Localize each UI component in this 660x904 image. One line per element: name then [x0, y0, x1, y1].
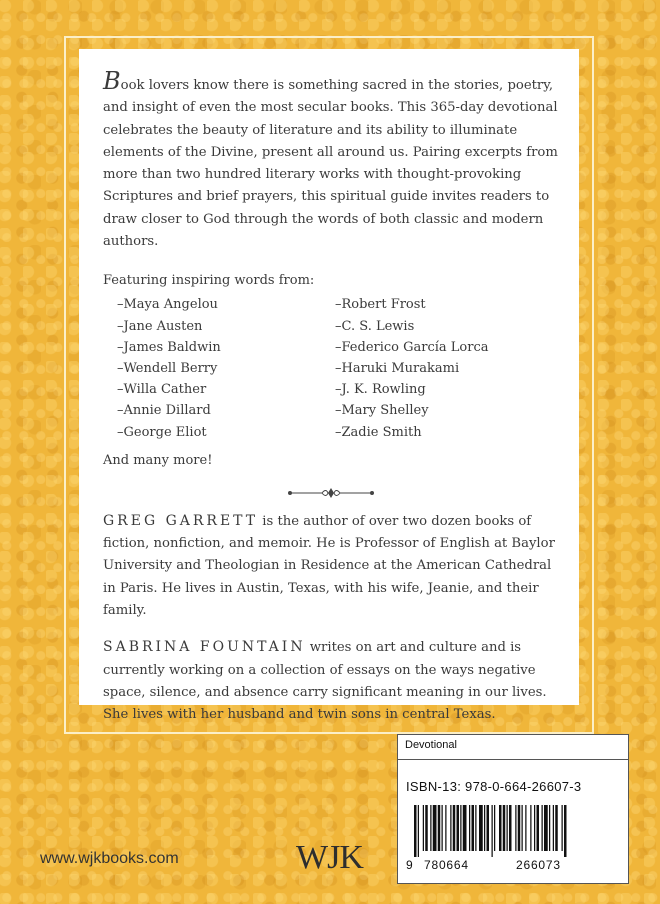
barcode-bar [487, 805, 490, 851]
barcode-box [397, 734, 629, 884]
barcode-bar [423, 805, 424, 851]
barcode-bar [445, 805, 446, 851]
barcode-bar [553, 805, 554, 851]
barcode-bar [555, 805, 558, 851]
author-item: – Maya Angelou [117, 294, 335, 315]
barcode-bar [475, 805, 476, 851]
barcode-bar [484, 805, 485, 851]
barcode-bar [425, 805, 428, 851]
author-item: – Haruki Murakami [335, 358, 553, 379]
barcode-bar [460, 805, 461, 851]
author-bio-fountain [103, 636, 559, 726]
barcode-bar [430, 805, 431, 851]
author-item: – James Baldwin [117, 337, 335, 358]
book-description [103, 67, 559, 253]
barcode-bar [442, 805, 443, 851]
description-text: ook lovers know there is something sacred in the stories, poetry, and insight of even the most secular books. This 365-day devotional celebrates the beauty of literature and its ability to illuminate elements of the Divine, present all around us. Pairing excerpts from more than two hundred literary works with thought-provoking Scriptures and brief prayers, this spiritual guide invites readers to draw closer to God through the words of both classic and modern authors. [103, 78, 558, 250]
barcode-bar [494, 805, 495, 851]
isbn-label: ISBN-13: 978-0-664-26607-3 [406, 779, 582, 794]
author-item: – Wendell Berry [117, 358, 335, 379]
author-item: – J. K. Rowling [335, 379, 553, 400]
author-item: – George Eliot [117, 422, 335, 443]
author-item: – C. S. Lewis [335, 316, 553, 337]
author-item: – Mary Shelley [335, 400, 553, 421]
author-item: – Willa Cather [117, 379, 335, 400]
featured-intro: Featuring inspiring words from: [103, 273, 315, 289]
barcode-bar [530, 805, 531, 851]
barcode-bar [492, 805, 493, 857]
barcode-bar [503, 805, 506, 851]
barcode-bar [549, 805, 550, 851]
barcode-bar [463, 805, 467, 851]
barcode-bar [518, 805, 521, 851]
back-cover-panel [79, 49, 579, 723]
barcode-bar [457, 805, 460, 851]
barcode-bar [534, 805, 535, 851]
author-item: – Federico García Lorca [335, 337, 553, 358]
author-bio-garrett [103, 510, 559, 622]
barcode-bar [450, 805, 451, 851]
barcode-bar [537, 805, 540, 851]
author-item: – Annie Dillard [117, 400, 335, 421]
genre-label: Devotional [405, 739, 457, 751]
ornament-divider-icon [286, 486, 376, 500]
barcode-bar [525, 805, 526, 851]
barcode-bar [418, 805, 419, 857]
barcode-bar [542, 805, 543, 851]
bio-name: GREG GARRETT [103, 512, 259, 529]
bio-text: is the author of over two dozen books of fiction, nonfiction, and memoir. He is Professor of English at Baylor University and Theologian in Residence at the American Cathedral in Paris. He lives in Austin, Texas, with his wife, Jeanie, and their family. [103, 513, 555, 618]
author-item: – Zadie Smith [335, 422, 553, 443]
barcode-bar [469, 805, 470, 851]
barcode-bar [438, 805, 441, 851]
barcode-bar [564, 805, 567, 857]
author-item: – Jane Austen [117, 316, 335, 337]
barcode-bar [562, 805, 563, 851]
barcode-bar [499, 805, 502, 851]
bio-text: writes on art and culture and is currently working on a collection of essays on the ways negative space, silence, and absence carry significant meaning in our lives. She lives with her husband and twin sons in central Texas. [103, 640, 547, 723]
barcode-graphic [412, 805, 616, 857]
barcode-bar [509, 805, 512, 851]
authors-left-column [117, 294, 335, 442]
barcode-bar [522, 805, 523, 851]
barcode-digits [406, 858, 561, 872]
barcode-lead-digit: 9 [406, 858, 414, 872]
author-item: – Robert Frost [335, 294, 553, 315]
barcode-bar [453, 805, 456, 851]
featured-authors [103, 294, 559, 442]
barcode-bar [472, 805, 475, 851]
drop-cap: B [103, 67, 121, 95]
genre-divider [398, 759, 628, 760]
barcode-bar [507, 805, 508, 851]
barcode-left-digits: 780664 [424, 858, 469, 872]
publisher-logo: WJK [296, 839, 363, 876]
and-many-more: And many more! [103, 452, 213, 468]
barcode-bar [479, 805, 483, 851]
barcode-right-digits: 266073 [516, 858, 561, 872]
authors-right-column [335, 294, 553, 442]
barcode-bar [414, 805, 417, 857]
publisher-website[interactable]: www.wjkbooks.com [40, 850, 179, 867]
barcode-bar [515, 805, 516, 851]
barcode-bar [433, 805, 437, 851]
bio-name: SABRINA FOUNTAIN [103, 639, 306, 656]
barcode-bar [544, 805, 548, 851]
